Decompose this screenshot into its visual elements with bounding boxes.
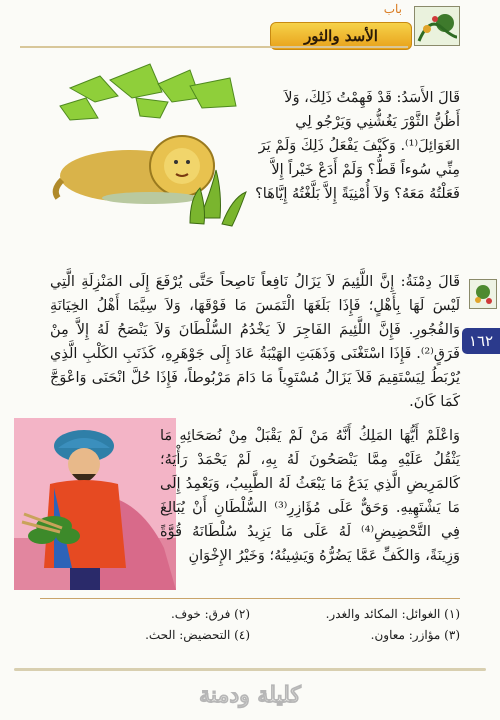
paragraph-advice: وَاعْلَمْ أَيُّهَا المَلِكُ أَنَّهُ مَنْ لَمْ يَقْبَلْ مِنْ نُصَحَائِهِ مَا يَثْقُلُ عَلَيْهِ مِمَّا يَنْصَحُونَ لَهُ بِهِ، لَمْ يَحْمَدْ رَأْيَهُ؛ كَالمَرِيضِ الَّذِي يَدَعُ مَا يَبْعَثُ لَهُ الطَّبِيبُ، وَيَعْمِدُ إِلَى مَا يَشْتَهِيهِ. وَحَقٌّ عَلَى مُؤَازِرِ⁽³⁾ السُّلْطَانِ أَنْ يُبَالِغَ فِي التَّحْضِيضِ⁽⁴⁾ لَهُ عَلَى مَا يَزِيدُ سُلْطَانَهُ قُوَّةً وَزِينَةً، وَالكَفِّ عَمَّا يَضُرُّهُ وَيَشِينُهُ؛ وَخَيْرُ الإِخْوَانِ <box>160 428 460 564</box>
page-number-tab: ١٦٢ <box>462 328 500 354</box>
lion-illustration <box>40 58 260 233</box>
footnote-4: (٤) التحضيض: الحث. <box>145 628 250 642</box>
section-label: باب <box>383 2 402 16</box>
footnote-2: (٢) فرق: خوف. <box>170 607 250 621</box>
footnote-3: (٣) مؤازر: معاون. <box>370 628 460 642</box>
chapter-title: الأسد والثور <box>270 22 412 50</box>
header-rule <box>20 46 408 48</box>
book-title-footer: كليلة ودمنة <box>199 682 301 708</box>
paragraph-lion-speech: قَالَ الأَسَدُ: قَدْ فَهِمْتُ ذَلِكَ، وَلاَ أَظُنُّ الثَّوْرَ يَغُشُّنِي وَيَرْجُو لِي الغَوَائِلَ⁽¹⁾. وَكَيْفَ يَفْعَلُ ذَلِكَ وَلَمْ يَرَ مِنِّي سُوءاً قَطُّ؟ وَلَمْ أَدَعْ خَيْراً إِلاَّ فَعَلْتُهُ مَعَهُ؟ وَلاَ أُمْنِيَةً إِلاَّ بَلَّغْتُهُ إِيَّاهَا؟ <box>255 90 460 202</box>
paragraph-dimna-speech: قَالَ دِمْنَةُ: إِنَّ اللَّئِيمَ لاَ يَزَالُ نَافِعاً نَاصِحاً حَتَّى يُرْفَعَ إِلَى المَنْزِلَةِ الَّتِي لَيْسَ لَهَا بِأَهْلٍ؛ فَإِذَا بَلَغَهَا الْتَمَسَ مَا فَوْقَهَا، وَلاَ سِيَّمَا أَهْلُ الخِيَانَةِ وَالفُجُورِ. فَإِنَّ اللَّئِيمَ الفَاجِرَ لاَ يَخْدُمُ السُّلْطَانَ وَلاَ يَنْصَحُ لَهُ إِلاَّ مِنْ فَرَقٍ⁽²⁾. فَإِذَا اسْتَغْنَى وَذَهَبَتِ الهَيْبَةُ عَادَ إِلَى جَوْهَرِهِ، كَذَنَبِ الكَلْبِ الَّذِي يُرْبَطُ لِيَسْتَقِيمَ فَلاَ يَزَالُ مُسْتَوِياً مَا دَامَ مَرْبُوطاً، فَإِذَا حُلَّ انْحَنَى وَاعْوَجَّ كَمَا كَانَ. <box>50 274 460 410</box>
footnotes <box>40 604 460 645</box>
footnote-divider <box>40 598 460 599</box>
bottom-rule <box>14 668 486 671</box>
man-illustration <box>14 418 176 590</box>
header-thumbnail <box>414 6 460 46</box>
side-thumbnail <box>469 279 497 309</box>
footnote-1: (١) الغوائل: المكائد والغدر. <box>325 607 460 621</box>
